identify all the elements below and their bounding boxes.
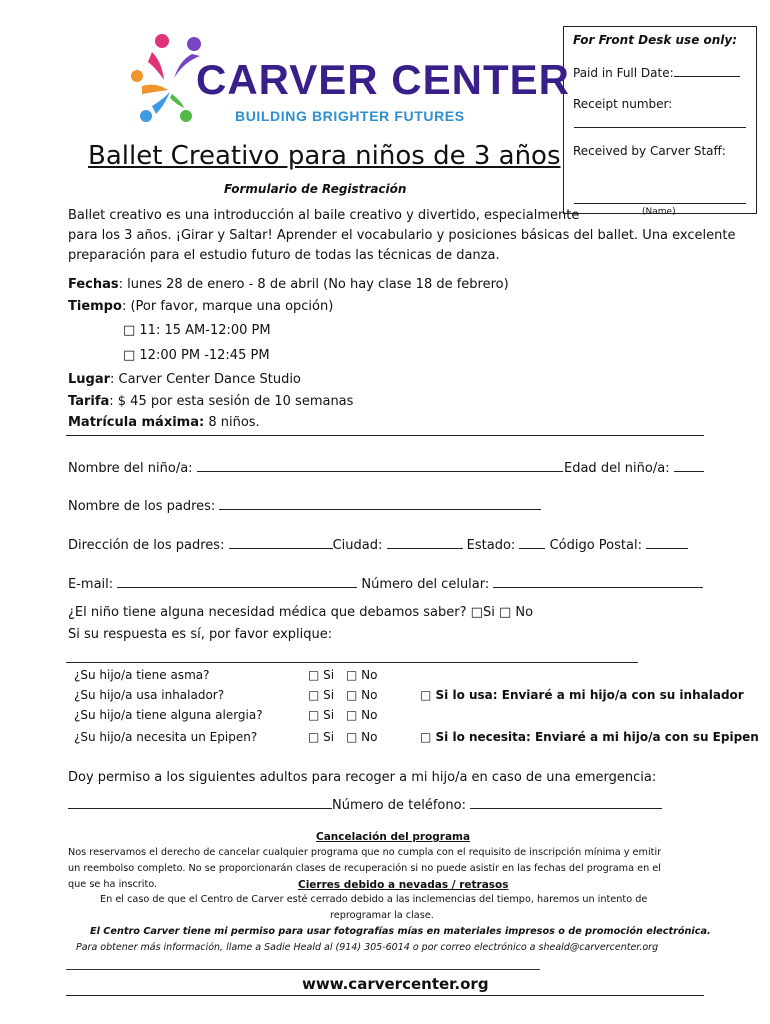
paid-date-label: Paid in Full Date: — [573, 66, 740, 80]
child-age-field[interactable]: Edad del niño/a: — [564, 461, 704, 476]
logo-name: CARVER CENTER — [196, 56, 570, 103]
pickup-field[interactable]: Número de teléfono: — [68, 798, 662, 813]
health-si-2[interactable]: □ Si — [308, 688, 335, 702]
email-field[interactable]: E-mail: Número del celular: — [68, 577, 703, 592]
tarifa-line: Tarifa: $ 45 por esta sesión de 10 semanas — [68, 394, 354, 409]
health-no-2[interactable]: □ No — [346, 688, 378, 702]
received-label: Received by Carver Staff: — [573, 144, 726, 158]
health-q-3: ¿Su hijo/a tiene alguna alergia? — [74, 708, 263, 722]
snow-title: Cierres debido a nevadas / retrasos — [298, 879, 509, 891]
front-desk-title: For Front Desk use only: — [573, 33, 738, 47]
receipt-line — [574, 127, 746, 128]
divider-top — [66, 435, 704, 436]
parents-name-field[interactable]: Nombre de los padres: — [68, 499, 541, 514]
health-si-3[interactable]: □ Si — [308, 708, 335, 722]
page-title: Ballet Creativo para niños de 3 años — [88, 141, 561, 171]
intro-line-3: preparación para el estudio futuro de todas las técnicas de danza. — [68, 248, 500, 263]
snow-line-2: reprogramar la clase. — [330, 910, 434, 921]
website-link[interactable]: www.carvercenter.org — [302, 975, 489, 993]
lugar-line: Lugar: Carver Center Dance Studio — [68, 372, 301, 387]
time-option-2[interactable]: □ 12:00 PM -12:45 PM — [123, 348, 270, 363]
cancel-line-1: Nos reservamos el derecho de cancelar cualquier programa que no cumpla con el requisito de inscripción mínima y emitir — [68, 847, 662, 858]
explain-label: Si su respuesta es sí, por favor explique: — [68, 627, 333, 642]
logo-tagline: BUILDING BRIGHTER FUTURES — [235, 108, 465, 124]
epipen-note-checkbox[interactable]: □ Si lo necesita: Enviaré a mi hijo/a con su Epipen — [420, 730, 759, 744]
cancel-line-2: un reembolso completo. No se proporcionarán clases de recuperación si no puede asistir en las fechas del programa en el — [68, 863, 661, 874]
health-si-1[interactable]: □ Si — [308, 668, 335, 682]
health-q-2: ¿Su hijo/a usa inhalador? — [74, 688, 225, 702]
health-si-4[interactable]: □ Si — [308, 730, 335, 744]
name-caption: (Name) — [642, 207, 676, 217]
medical-no-checkbox[interactable]: □ No — [498, 605, 534, 620]
medical-question: ¿El niño tiene alguna necesidad médica que debamos saber? □Si □ No — [68, 605, 534, 620]
health-no-4[interactable]: □ No — [346, 730, 378, 744]
fechas-line: Fechas: lunes 28 de enero - 8 de abril (No hay clase 18 de febrero) — [68, 277, 509, 292]
health-no-3[interactable]: □ No — [346, 708, 378, 722]
receipt-label: Receipt number: — [573, 97, 673, 111]
permission-text: Doy permiso a los siguientes adultos para recoger a mi hijo/a en caso de una emergencia: — [68, 770, 657, 785]
dash-separator: _______________________________________________________________________________ — [66, 956, 540, 970]
time-option-1[interactable]: □ 11: 15 AM-12:00 PM — [123, 323, 271, 338]
health-q-4: ¿Su hijo/a necesita un Epipen? — [74, 730, 258, 744]
snow-line-1: En el caso de que el Centro de Carver esté cerrado debido a las inclemencias del tiempo, haremos un intento de — [100, 894, 648, 905]
photo-permission: El Centro Carver tiene mi permiso para usar fotografías mías en materiales impresos o de promoción electrónica. — [90, 926, 711, 937]
medical-yes-checkbox[interactable]: □Si — [470, 605, 495, 620]
child-name-field[interactable]: Nombre del niño/a: — [68, 461, 563, 476]
cancel-title: Cancelación del programa — [316, 831, 471, 843]
address-field[interactable]: Dirección de los padres: Ciudad: Estado: Código Postal: — [68, 538, 688, 553]
health-no-1[interactable]: □ No — [346, 668, 378, 682]
intro-line-2: para los 3 años. ¡Girar y Saltar! Aprender el vocabulario y posiciones básicas del ballet. Una excelente — [68, 228, 736, 243]
form-subtitle: Formulario de Registración — [224, 182, 407, 196]
inhaler-note-checkbox[interactable]: □ Si lo usa: Enviaré a mi hijo/a con su inhalador — [420, 688, 744, 702]
front-desk-box — [563, 26, 757, 217]
intro-line-1: Ballet creativo es una introducción al baile creativo y divertido, especialmente — [68, 208, 580, 223]
health-q-1: ¿Su hijo/a tiene asma? — [74, 668, 210, 682]
contact-info: Para obtener más información, llame a Sadie Heald al (914) 305-6014 o por correo electrónico a sheald@carvercenter.org — [76, 942, 659, 953]
explain-line[interactable] — [66, 662, 638, 663]
staff-name-line — [574, 203, 746, 204]
tiempo-line: Tiempo: (Por favor, marque una opción) — [68, 299, 334, 314]
cancel-line-3: que se ha inscrito. — [68, 879, 158, 890]
matricula-line: Matrícula máxima: 8 niños. — [68, 415, 260, 430]
divider-bottom — [66, 995, 704, 996]
